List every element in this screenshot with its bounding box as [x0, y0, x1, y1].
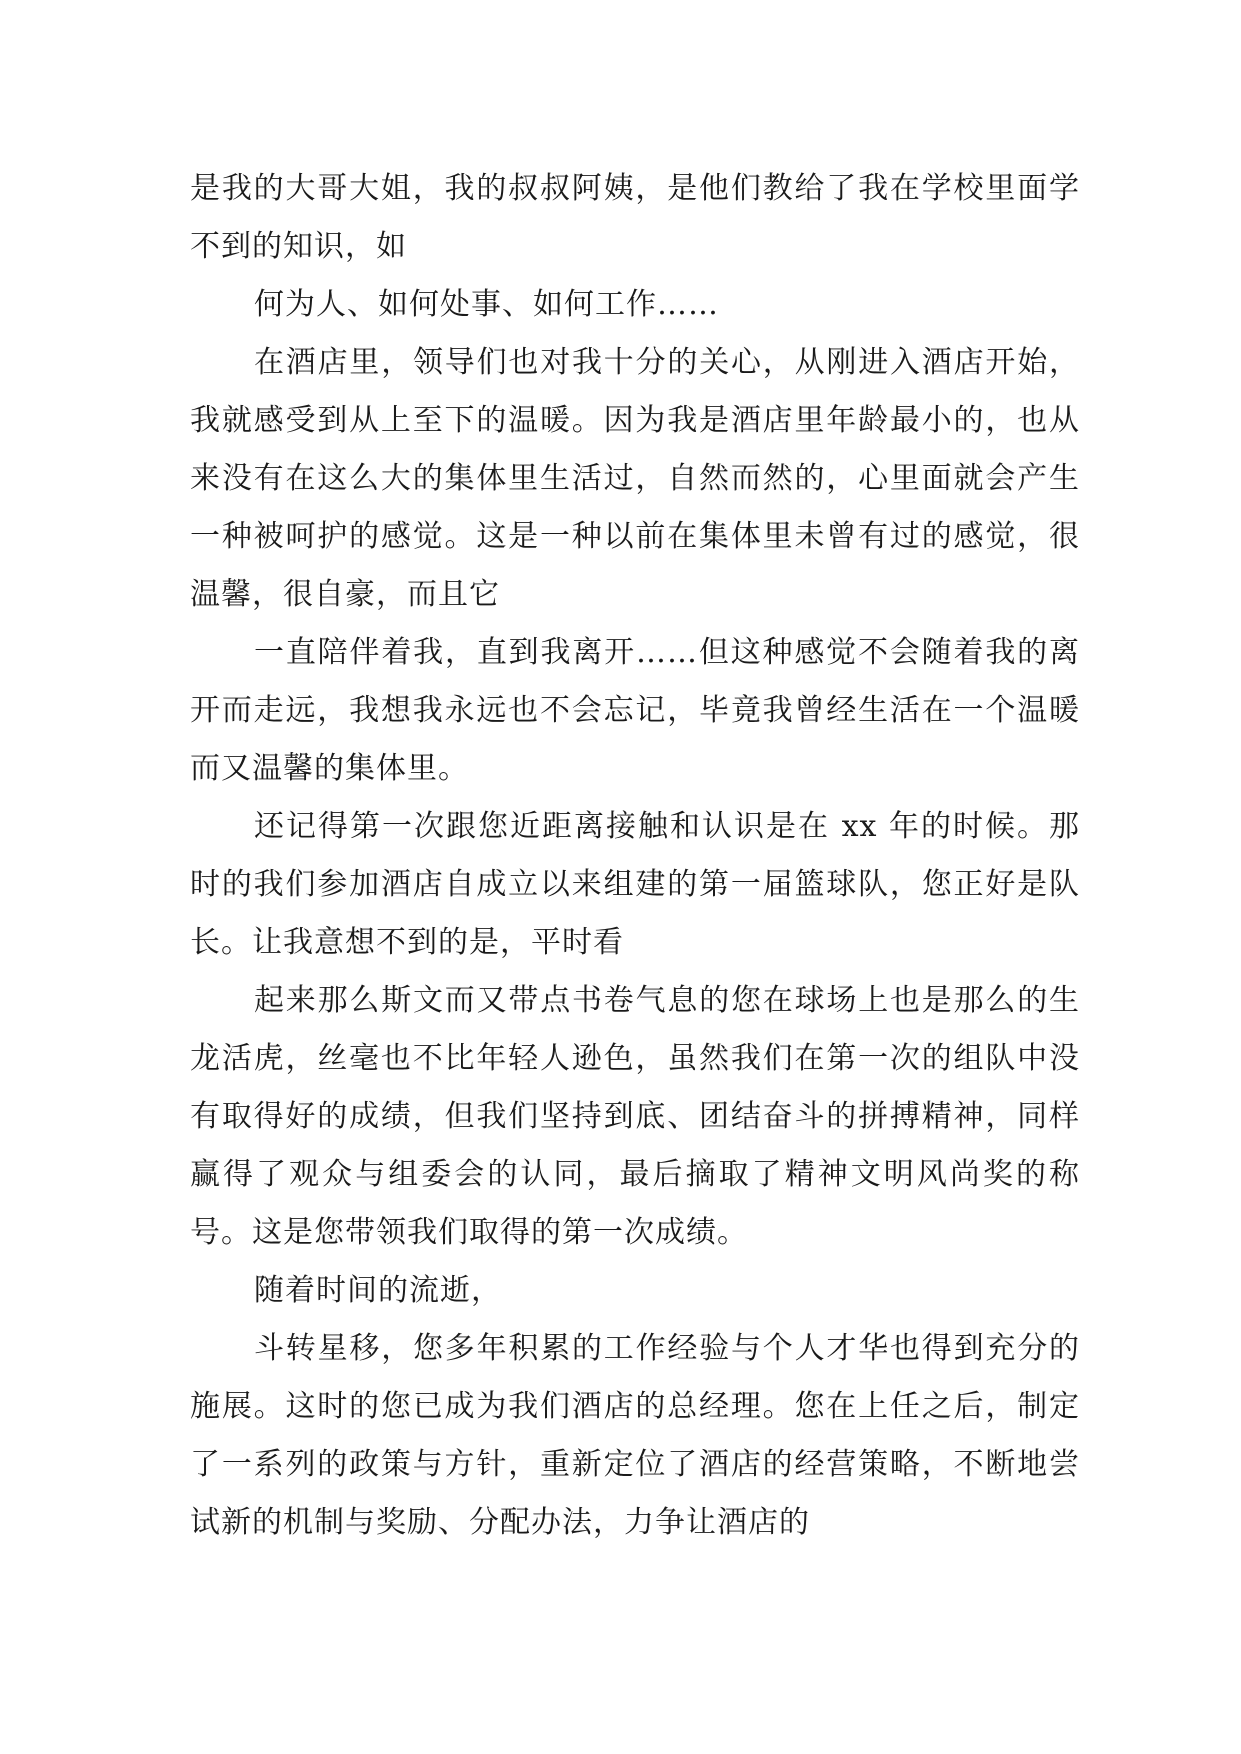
paragraph-7: 随着时间的流逝，: [254, 1273, 502, 1308]
document-body: [190, 160, 1080, 1552]
paragraph-1: 是我的大哥大姐，我的叔叔阿姨，是他们教给了我在学校里面学不到的知识，如: [190, 171, 1080, 264]
paragraph-8: 斗转星移，您多年积累的工作经验与个人才华也得到充分的施展。这时的您已成为我们酒店的总经理。您在上任之后，制定了一系列的政策与方针，重新定位了酒店的经营策略，不断地尝试新的机制与奖励、分配办法，力争让酒店的: [190, 1331, 1080, 1540]
paragraph-5: 还记得第一次跟您近距离接触和认识是在 xx 年的时候。那时的我们参加酒店自成立以来组建的第一届篮球队，您正好是队长。让我意想不到的是，平时看: [190, 809, 1080, 960]
paragraph-4: 一直陪伴着我，直到我离开……但这种感觉不会随着我的离开而走远，我想我永远也不会忘记，毕竟我曾经生活在一个温暖而又温馨的集体里。: [190, 635, 1080, 786]
paragraph-3: 在酒店里，领导们也对我十分的关心，从刚进入酒店开始，我就感受到从上至下的温暖。因为我是酒店里年龄最小的，也从来没有在这么大的集体里生活过，自然而然的，心里面就会产生一种被呵护的感觉。这是一种以前在集体里未曾有过的感觉，很温馨，很自豪，而且它: [190, 345, 1080, 612]
paragraph-2: 何为人、如何处事、如何工作……: [254, 287, 719, 322]
paragraph-6: 起来那么斯文而又带点书卷气息的您在球场上也是那么的生龙活虎，丝毫也不比年轻人逊色，虽然我们在第一次的组队中没有取得好的成绩，但我们坚持到底、团结奋斗的拼搏精神，同样赢得了观众与组委会的认同，最后摘取了精神文明风尚奖的称号。这是您带领我们取得的第一次成绩。: [190, 983, 1080, 1250]
